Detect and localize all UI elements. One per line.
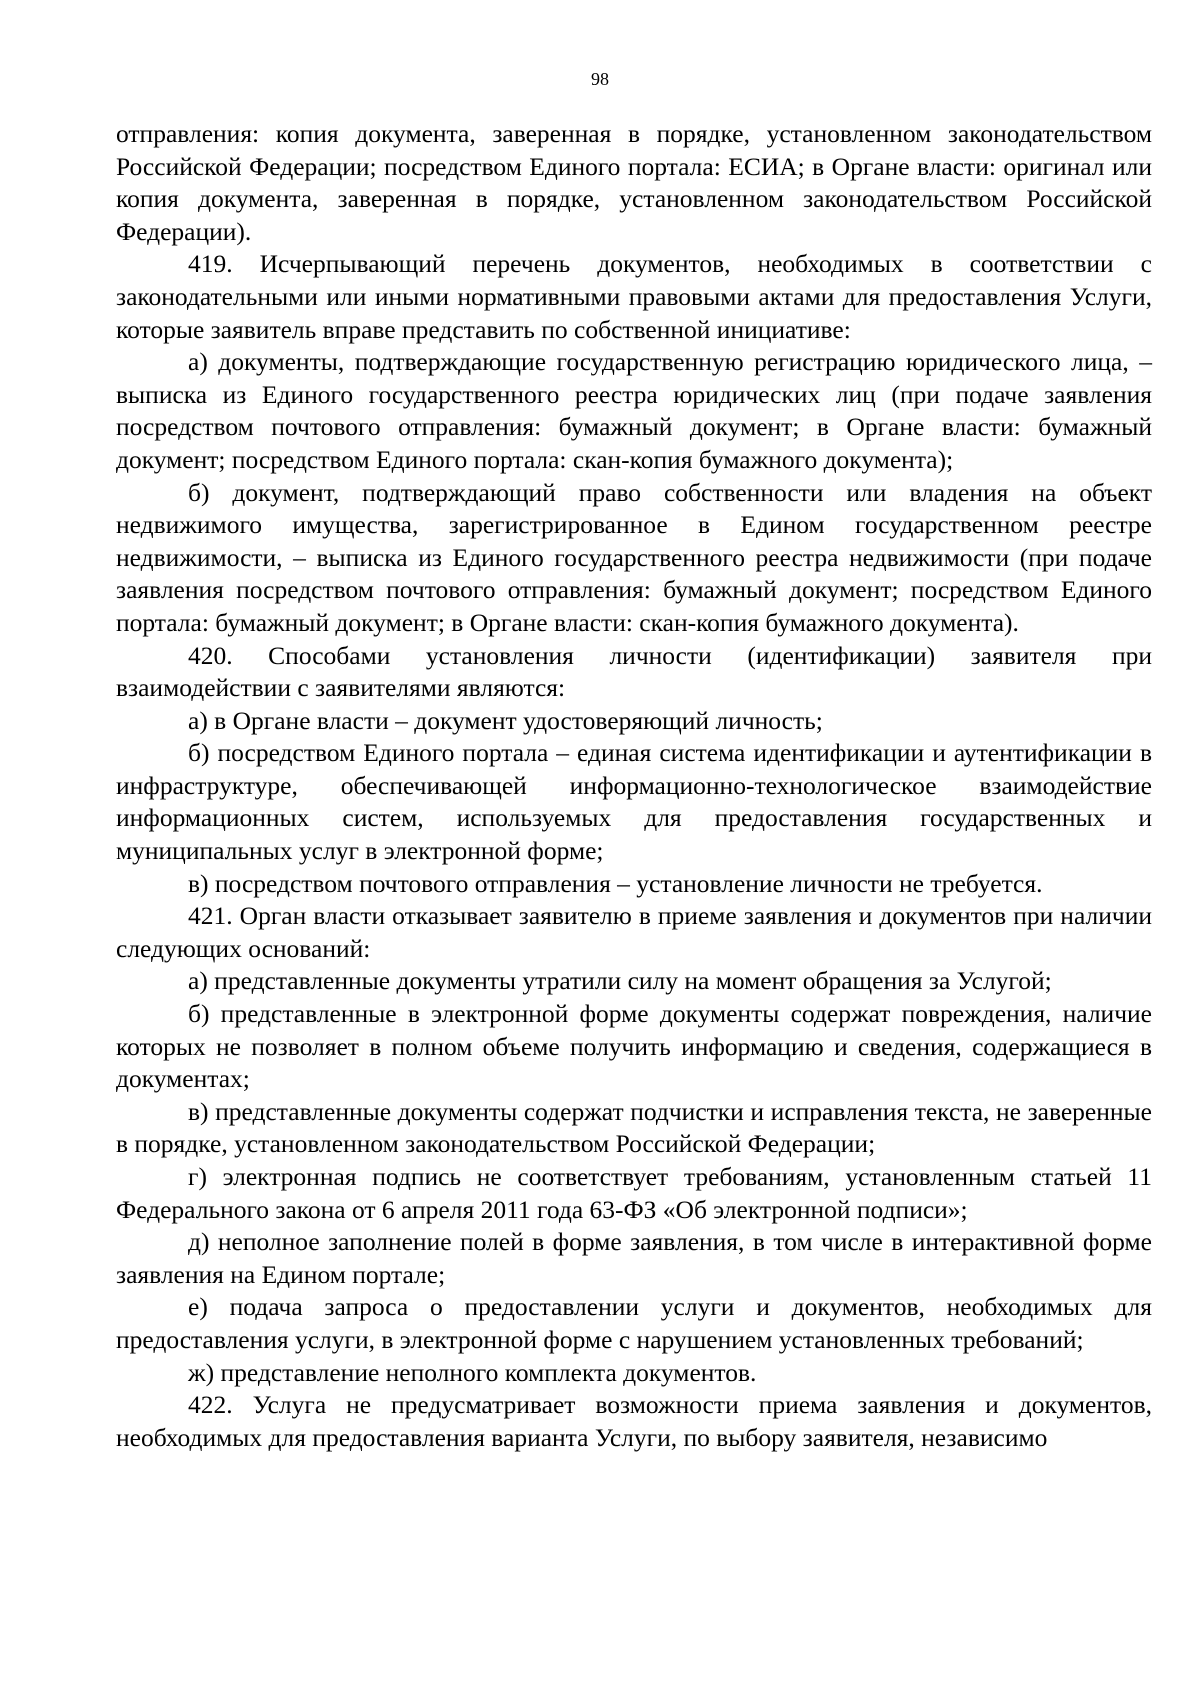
paragraph-420: 420. Способами установления личности (идентификации) заявителя при взаимодействии с заявителями являются:: [116, 640, 1152, 703]
paragraph-421-d: д) неполное заполнение полей в форме заявления, в том числе в интерактивной форме заявления на Едином портале;: [116, 1227, 1152, 1289]
paragraph-421-zh: ж) представление неполного комплекта документов.: [188, 1357, 757, 1387]
paragraph-continuation: отправления: копия документа, заверенная в порядке, установленном законодательством Российской Федерации; посредством Единого портала: ЕСИА; в Органе власти: оригинал или копия документа, заверенная в порядке, установленном законодательством Российской Федерации).: [116, 119, 1152, 246]
paragraph-421-e: е) подача запроса о предоставлении услуги и документов, необходимых для предоставления услуги, в электронной форме с нарушением установленных требований;: [116, 1292, 1152, 1354]
paragraph-421: 421. Орган власти отказывает заявителю в приеме заявления и документов при наличии следующих оснований:: [116, 901, 1152, 963]
paragraph-421-g: г) электронная подпись не соответствует требованиям, установленным статьей 11 Федерального закона от 6 апреля 2011 года 63-ФЗ «Об электронной подписи»;: [116, 1162, 1152, 1224]
paragraph-421-a: а) представленные документы утратили силу на момент обращения за Услугой;: [188, 966, 1052, 996]
paragraph-421-b: б) представленные в электронной форме документы содержат повреждения, наличие которых не позволяет в полном объеме получить информацию и сведения, содержащиеся в документах;: [116, 999, 1152, 1094]
paragraph-420-v: в) посредством почтового отправления – установление личности не требуется.: [188, 868, 1043, 898]
paragraph-421-v: в) представленные документы содержат подчистки и исправления текста, не заверенные в порядке, установленном законодательством Российской Федерации;: [116, 1096, 1152, 1159]
paragraph-419-a: а) документы, подтверждающие государственную регистрацию юридического лица, – выписка из Единого государственного реестра юридических лиц (при подаче заявления посредством почтового отправления: бумажный документ; в Органе власти: бумажный документ; посредством Единого портала: скан-копия бумажного документа);: [116, 347, 1152, 474]
body-text: [116, 118, 1152, 1454]
paragraph-420-a: а) в Органе власти – документ удостоверяющий личность;: [188, 705, 823, 735]
paragraph-419: 419. Исчерпывающий перечень документов, необходимых в соответствии с законодательными или иными нормативными правовыми актами для предоставления Услуги, которые заявитель вправе представить по собственной инициативе:: [116, 249, 1152, 344]
page-number: 98: [591, 69, 609, 89]
paragraph-420-b: б) посредством Единого портала – единая система идентификации и аутентификации в инфраструктуре, обеспечивающей информационно-технологическое взаимодействие информационных систем, используемых для предоставления государственных и муниципальных услуг в электронной форме;: [116, 738, 1152, 866]
paragraph-419-b: б) документ, подтверждающий право собственности или владения на объект недвижимого имущества, зарегистрированное в Едином государственном реестре недвижимости, – выписка из Единого государственного реестра недвижимости (при подаче заявления посредством почтового отправления: бумажный документ; посредством Единого портала: бумажный документ; в Органе власти: скан-копия бумажного документа).: [116, 477, 1152, 637]
paragraph-422: 422. Услуга не предусматривает возможности приема заявления и документов, необходимых для предоставления варианта Услуги, по выбору заявителя, независимо: [116, 1390, 1152, 1452]
